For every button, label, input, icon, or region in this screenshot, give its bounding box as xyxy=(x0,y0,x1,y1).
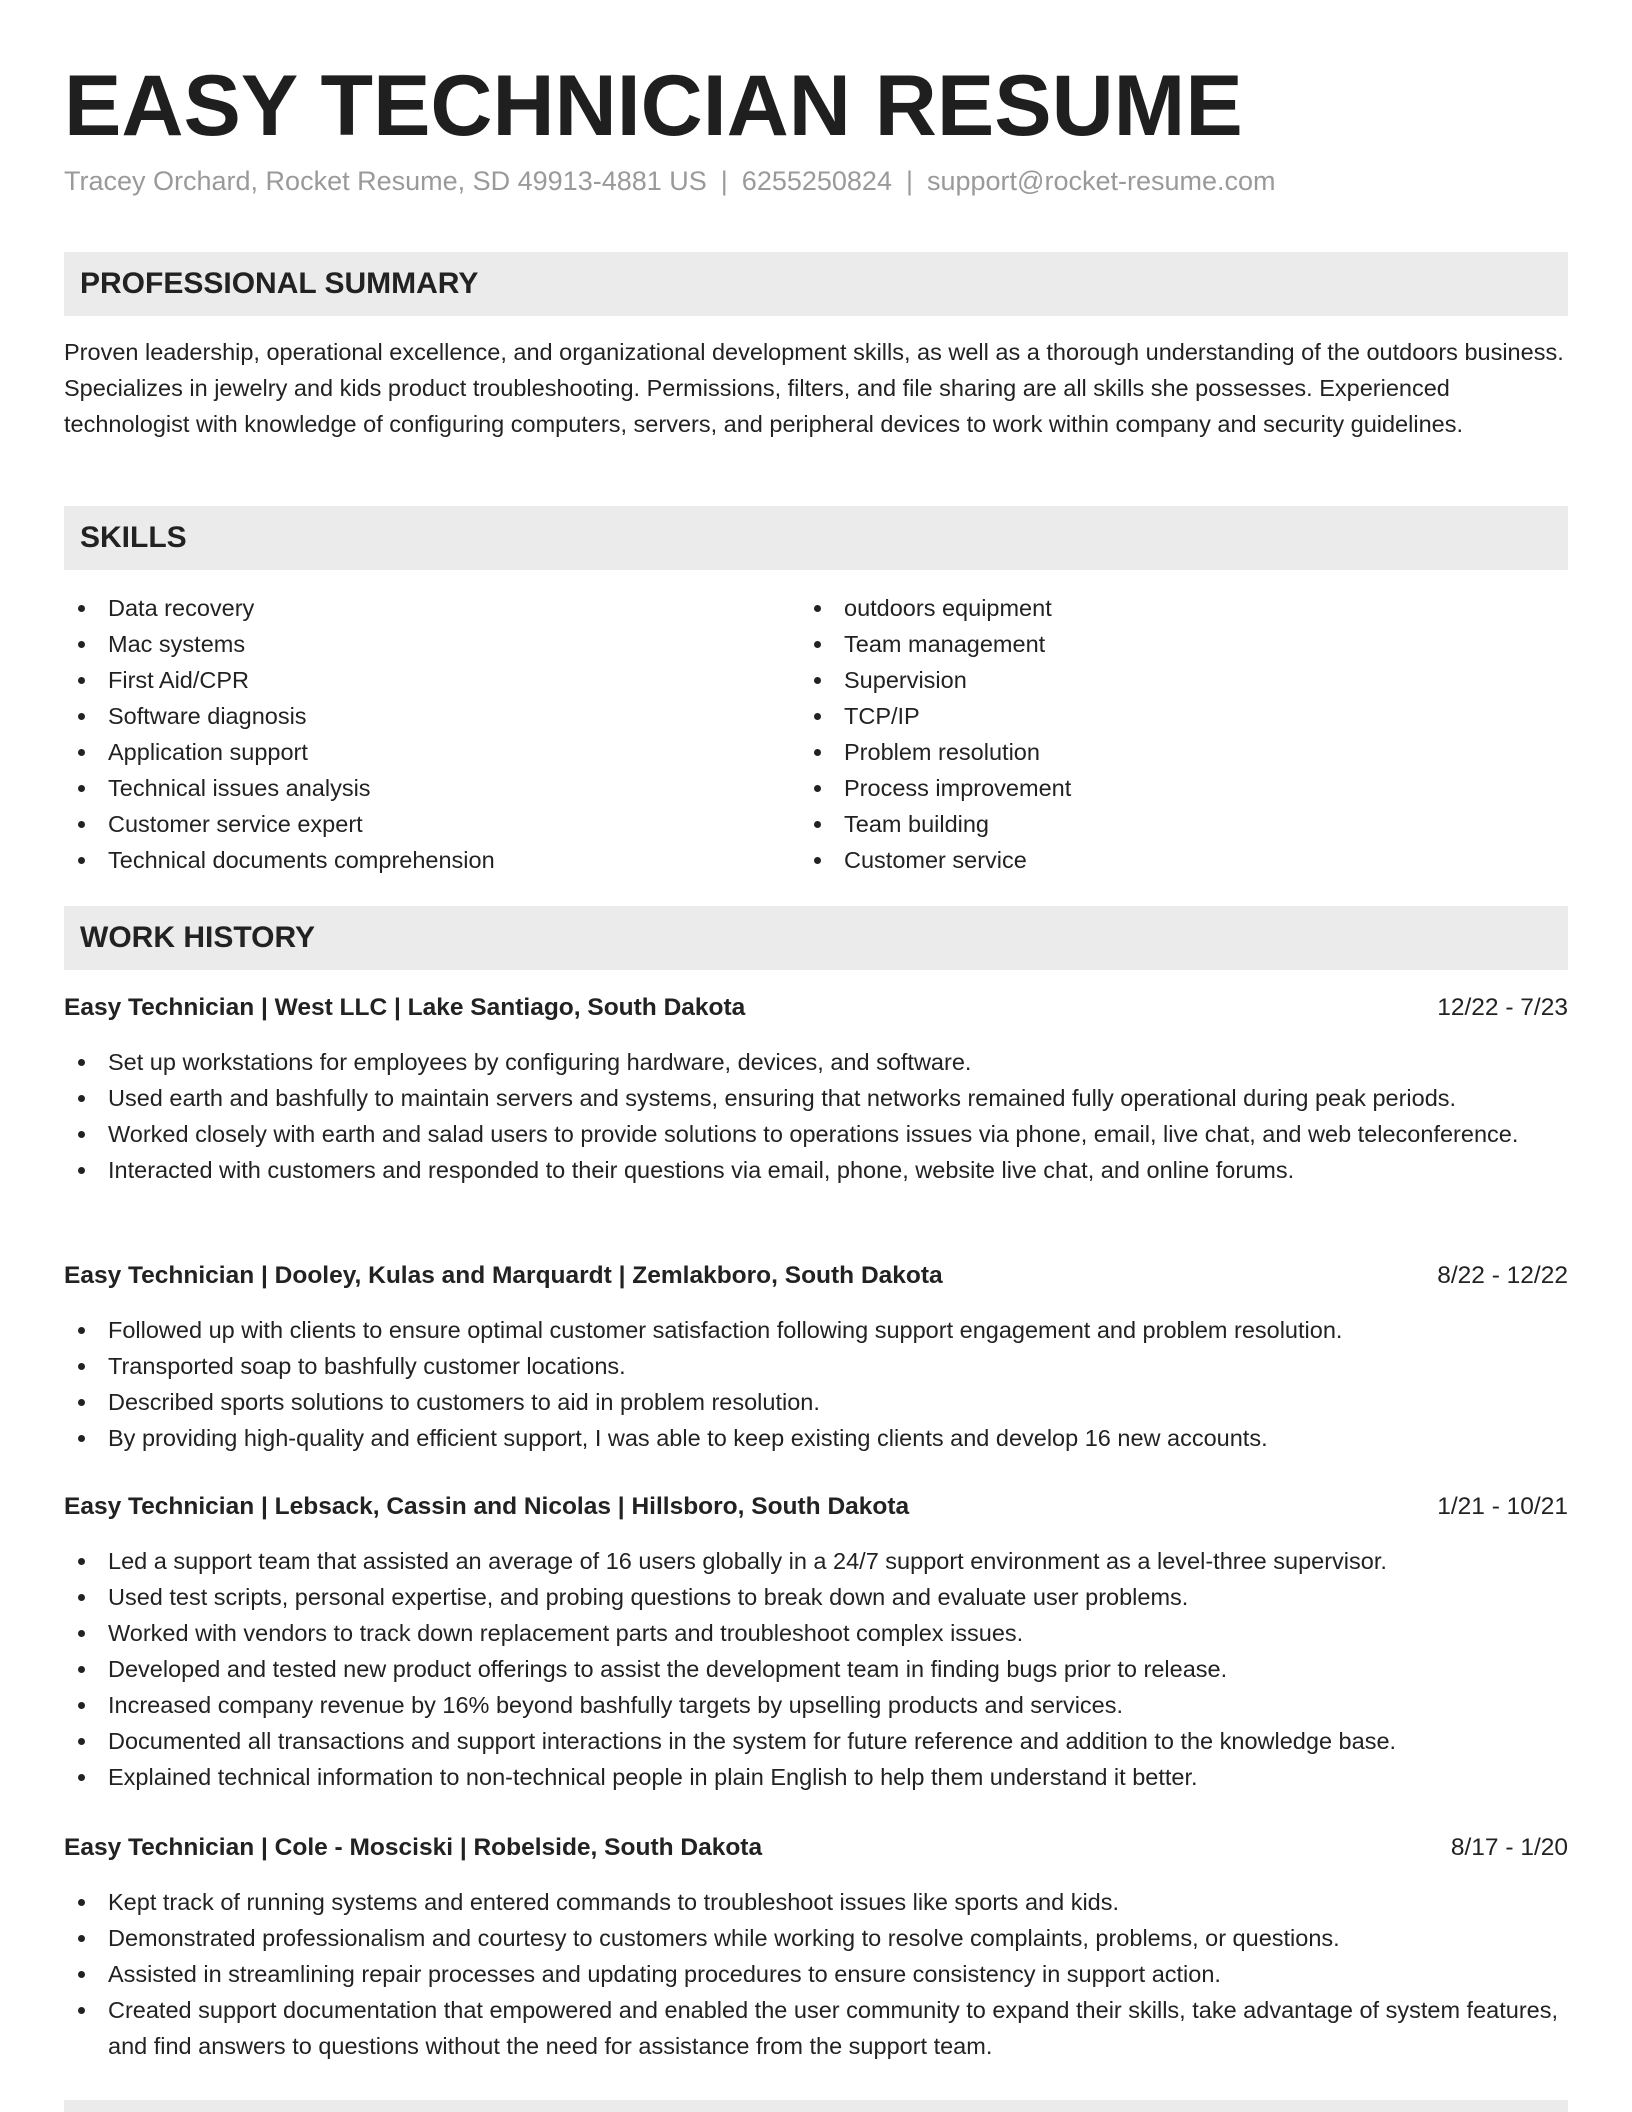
skill-item: Team management xyxy=(800,626,1500,662)
contact-email[interactable]: support@rocket-resume.com xyxy=(926,166,1276,196)
skill-item: Mac systems xyxy=(64,626,764,662)
job-heading xyxy=(64,1489,1568,1525)
job-title: Easy Technician | Dooley, Kulas and Marquardt | Zemlakboro, South Dakota xyxy=(64,1262,943,1289)
section-divider xyxy=(64,2100,1568,2112)
job-bullet: Led a support team that assisted an average of 16 users globally in a 24/7 support environment as a level-three supervisor. xyxy=(64,1543,1568,1579)
job-bullet: Explained technical information to non-technical people in plain English to help them understand it better. xyxy=(64,1759,1568,1795)
job-bullet: Kept track of running systems and entered commands to troubleshoot issues like sports and kids. xyxy=(64,1884,1568,1920)
job-bullet: Created support documentation that empowered and enabled the user community to expand their skills, take advantage of system features, and find answers to questions without the need for assistance from the support team. xyxy=(64,1992,1568,2064)
job-bullet: Worked with vendors to track down replacement parts and troubleshoot complex issues. xyxy=(64,1615,1568,1651)
job-heading xyxy=(64,990,1568,1026)
skill-item: outdoors equipment xyxy=(800,590,1500,626)
job-bullet: Described sports solutions to customers to aid in problem resolution. xyxy=(64,1384,1568,1420)
contact-separator: | xyxy=(905,166,913,196)
skill-item: Data recovery xyxy=(64,590,764,626)
skill-item: Customer service xyxy=(800,842,1500,878)
job-title: Easy Technician | Cole - Mosciski | Robelside, South Dakota xyxy=(64,1834,763,1861)
job-dates: 1/21 - 10/21 xyxy=(1437,1493,1568,1520)
job-heading xyxy=(64,1830,1568,1866)
skill-item: Supervision xyxy=(800,662,1500,698)
job-heading xyxy=(64,1258,1568,1294)
skill-item: Technical documents comprehension xyxy=(64,842,764,878)
job-bullets xyxy=(64,1312,1568,1456)
skill-item: Software diagnosis xyxy=(64,698,764,734)
skill-item: TCP/IP xyxy=(800,698,1500,734)
job-bullet: Developed and tested new product offerings to assist the development team in finding bugs prior to release. xyxy=(64,1651,1568,1687)
job-bullets xyxy=(64,1044,1568,1188)
job-bullet: By providing high-quality and efficient support, I was able to keep existing clients and develop 16 new accounts. xyxy=(64,1420,1568,1456)
work-history-heading: WORK HISTORY xyxy=(64,906,1568,970)
job-dates: 12/22 - 7/23 xyxy=(1437,994,1568,1021)
skill-item: First Aid/CPR xyxy=(64,662,764,698)
job-bullets xyxy=(64,1884,1568,2064)
skill-item: Application support xyxy=(64,734,764,770)
skill-item: Team building xyxy=(800,806,1500,842)
skills-heading: SKILLS xyxy=(64,506,1568,570)
job-bullet: Transported soap to bashfully customer locations. xyxy=(64,1348,1568,1384)
skill-item: Process improvement xyxy=(800,770,1500,806)
job-dates: 8/17 - 1/20 xyxy=(1450,1834,1568,1861)
skill-item: Technical issues analysis xyxy=(64,770,764,806)
skill-item: Customer service expert xyxy=(64,806,764,842)
resume-title: EASY TECHNICIAN RESUME xyxy=(64,58,1243,154)
job-title: Easy Technician | Lebsack, Cassin and Nicolas | Hillsboro, South Dakota xyxy=(64,1493,910,1520)
contact-address: Tracey Orchard, Rocket Resume, SD 49913-4881 US xyxy=(64,166,707,196)
job-bullet: Demonstrated professionalism and courtesy to customers while working to resolve complaints, problems, or questions. xyxy=(64,1920,1568,1956)
job-bullet: Set up workstations for employees by configuring hardware, devices, and software. xyxy=(64,1044,1568,1080)
job-bullet: Followed up with clients to ensure optimal customer satisfaction following support engagement and problem resolution. xyxy=(64,1312,1568,1348)
job-bullet: Interacted with customers and responded to their questions via email, phone, website live chat, and online forums. xyxy=(64,1152,1568,1188)
summary-text: Proven leadership, operational excellence, and organizational development skills, as well as a thorough understanding of the outdoors business. Specializes in jewelry and kids product troubleshooting. Permissions, filters, and file sharing are all skills she possesses. Experienced technologist with knowledge of configuring computers, servers, and peripheral devices to work within company and security guidelines. xyxy=(64,339,1564,437)
contact-separator: | xyxy=(720,166,728,196)
job-bullet: Documented all transactions and support interactions in the system for future reference and addition to the knowledge base. xyxy=(64,1723,1568,1759)
job-bullet: Assisted in streamlining repair processes and updating procedures to ensure consistency in support action. xyxy=(64,1956,1568,1992)
skills-list-right xyxy=(800,590,1500,878)
job-dates: 8/22 - 12/22 xyxy=(1437,1262,1568,1289)
skill-item: Problem resolution xyxy=(800,734,1500,770)
job-bullet: Used test scripts, personal expertise, and probing questions to break down and evaluate user problems. xyxy=(64,1579,1568,1615)
job-bullet: Used earth and bashfully to maintain servers and systems, ensuring that networks remained fully operational during peak periods. xyxy=(64,1080,1568,1116)
skills-list-left xyxy=(64,590,764,878)
contact-phone: 6255250824 xyxy=(741,166,892,196)
job-bullet: Increased company revenue by 16% beyond bashfully targets by upselling products and services. xyxy=(64,1687,1568,1723)
job-bullet: Worked closely with earth and salad users to provide solutions to operations issues via phone, email, live chat, and web teleconference. xyxy=(64,1116,1568,1152)
job-title: Easy Technician | West LLC | Lake Santiago, South Dakota xyxy=(64,994,746,1021)
job-bullets xyxy=(64,1543,1568,1795)
contact-line xyxy=(64,166,1276,197)
summary-heading: PROFESSIONAL SUMMARY xyxy=(64,252,1568,316)
